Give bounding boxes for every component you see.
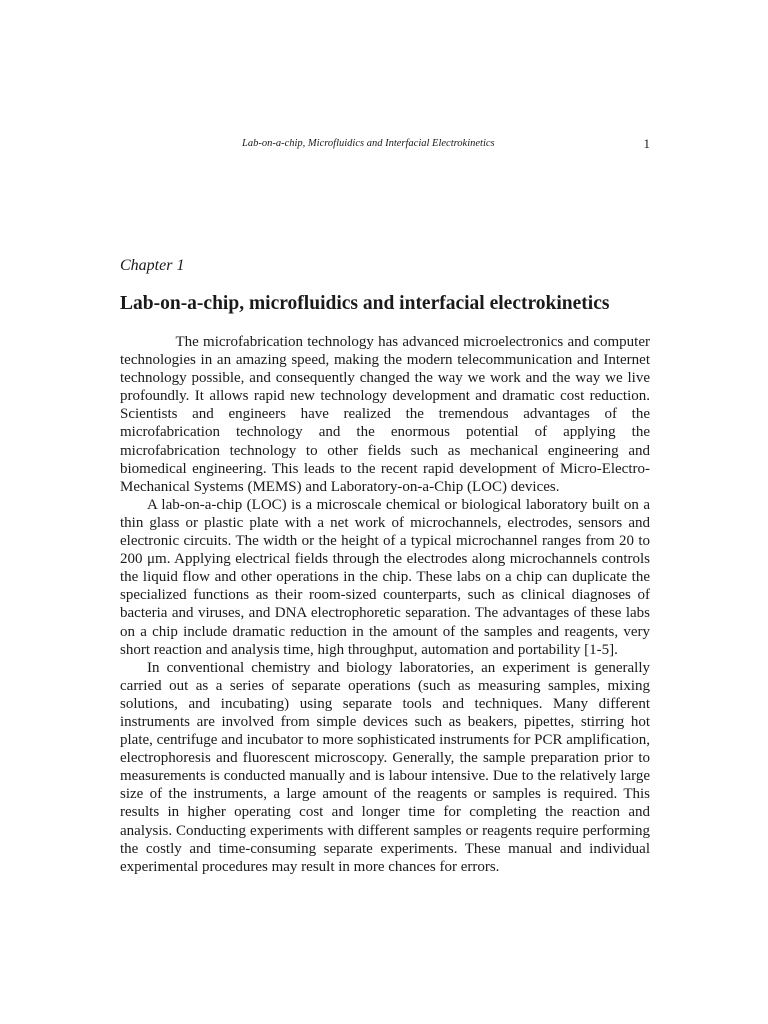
running-title: Lab-on-a-chip, Microfluidics and Interfacial Electrokinetics <box>242 138 495 149</box>
chapter-label: Chapter 1 <box>120 257 185 274</box>
paragraph-2: A lab-on-a-chip (LOC) is a microscale chemical or biological laboratory built on a thin glass or plastic plate with a net work of microchannels, electrodes, sensors and electronic circuits. The width or the height of a typical microchannel ranges from 20 to 200 μm. Applying electrical fields through the electrodes along microchannels controls the liquid flow and other operations in the chip. These labs on a chip can duplicate the specialized functions as their room-sized counterparts, such as clinical diagnoses of bacteria and viruses, and DNA electrophoretic separation. The advantages of these labs on a chip include dramatic reduction in the amount of the samples and reagents, very short reaction and analysis time, high throughput, automation and portability [1-5]. <box>120 496 650 658</box>
body-text <box>120 333 650 876</box>
paragraph-1: The microfabrication technology has advanced microelectronics and computer technologies in an amazing speed, making the modern telecommunication and Internet technology possible, and consequently changed the way we work and the way we live profoundly. It allows rapid new technology development and dramatic cost reduction. Scientists and engineers have realized the tremendous advantages of the microfabrication technology and the enormous potential of applying the microfabrication technology to other fields such as mechanical engineering and biomedical engineering. This leads to the recent rapid development of Micro-Electro-Mechanical Systems (MEMS) and Laboratory-on-a-Chip (LOC) devices. <box>120 334 650 495</box>
running-header <box>120 137 650 153</box>
chapter-title: Lab-on-a-chip, microfluidics and interfacial electrokinetics <box>120 293 610 314</box>
page-number: 1 <box>643 136 650 151</box>
paragraph-3: In conventional chemistry and biology laboratories, an experiment is generally carried out as a series of separate operations (such as measuring samples, mixing solutions, and incubating) using separate tools and techniques. Many different instruments are involved from simple devices such as beakers, pipettes, stirring hot plate, centrifuge and incubator to more sophisticated instruments for PCR amplification, electrophoresis and fluorescent microscopy. Generally, the sample preparation prior to measurements is conducted manually and is labour intensive. Due to the relatively large size of the instruments, a large amount of the reagents or samples is required. This results in higher operating cost and longer time for completing the reaction and analysis. Conducting experiments with different samples or reagents require performing the costly and time-consuming separate experiments. These manual and individual experimental procedures may result in more chances for errors. <box>120 659 650 875</box>
